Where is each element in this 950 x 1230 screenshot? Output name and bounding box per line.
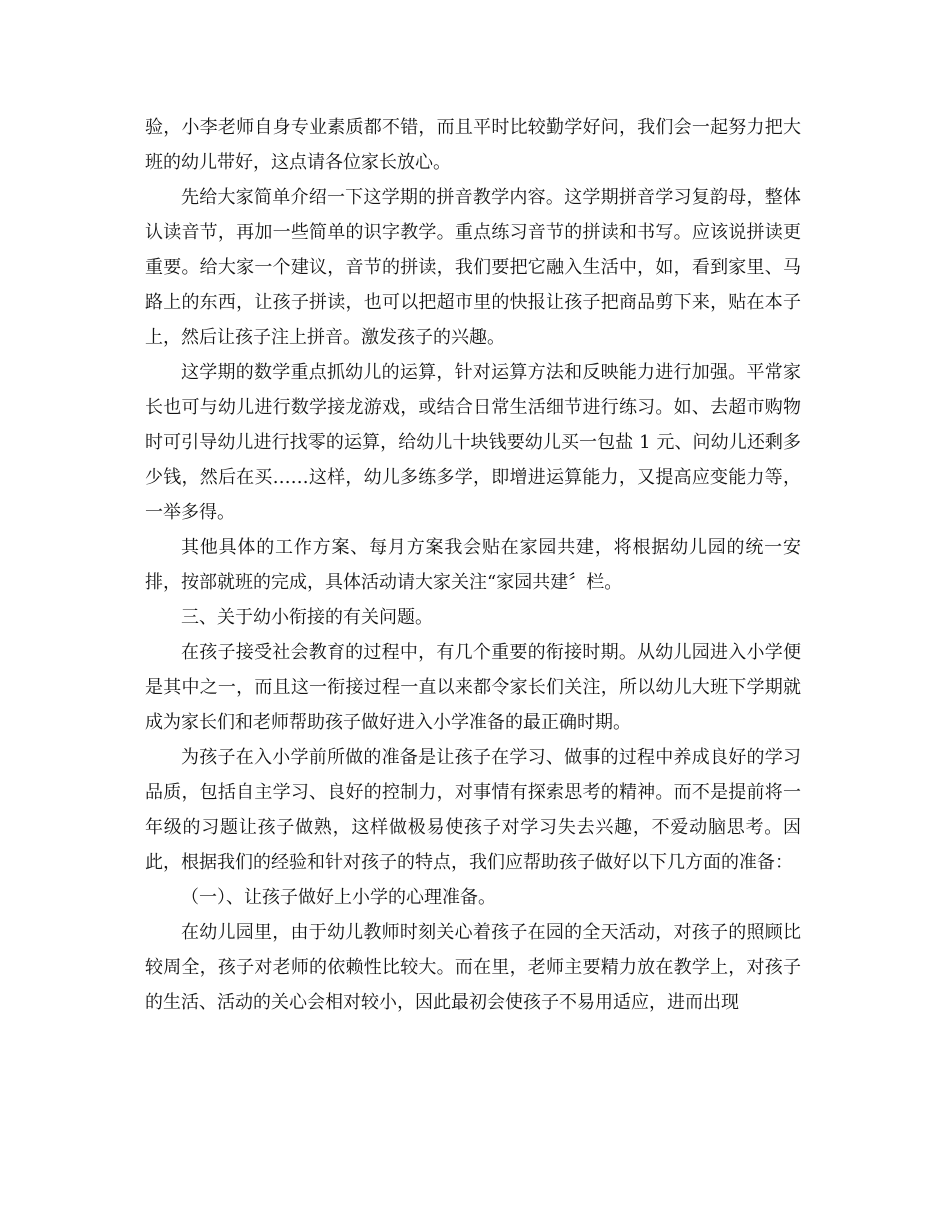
subsection-heading-1: （一）、让孩子做好上小学的心理准备。 <box>181 887 496 908</box>
paragraph-1: 验，小李老师自身专业素质都不错，而且平时比较勤学好问，我们会一起努力把大班的幼儿带好，这点请各位家长放心。 <box>145 117 801 173</box>
document-body <box>145 110 801 1020</box>
paragraph-7: 为孩子在入小学前所做的准备是让孩子在学习、做事的过程中养成良好的学习品质，包括自主学习、良好的控制力，对事情有探索思考的精神。而不是提前将一年级的习题让孩子做熟，这样做极易使孩子对学习失去兴趣，不爱动脑思考。因此，根据我们的经验和针对孩子的特点，我们应帮助孩子做好以下几方面的准备： <box>145 747 801 873</box>
paragraph-4: 其他具体的工作方案、每月方案我会贴在家园共建，将根据幼儿园的统一安排，按部就班的完成，具体活动请大家关注“家园共建〞栏。 <box>145 537 801 593</box>
paragraph-3: 这学期的数学重点抓幼儿的运算，针对运算方法和反映能力进行加强。平常家长也可与幼儿进行数学接龙游戏，或结合日常生活细节进行练习。如、去超市购物时可引导幼儿进行找零的运算，给幼儿十块钱要幼儿买一包盐 1 元、问幼儿还剩多少钱，然后在买……这样，幼儿多练多学，即增进运算能力，又提高应变能力等，一举多得。 <box>145 362 801 523</box>
paragraph-2: 先给大家简单介绍一下这学期的拼音教学内容。这学期拼音学习复韵母，整体认读音节，再加一些简单的识字教学。重点练习音节的拼读和书写。应该说拼读更重要。给大家一个建议，音节的拼读，我们要把它融入生活中，如，看到家里、马路上的东西，让孩子拼读，也可以把超市里的快报让孩子把商品剪下来，贴在本子上，然后让孩子注上拼音。激发孩子的兴趣。 <box>145 187 801 348</box>
paragraph-6: 在孩子接受社会教育的过程中，有几个重要的衔接时期。从幼儿园进入小学便是其中之一，而且这一衔接过程一直以来都令家长们关注，所以幼儿大班下学期就成为家长们和老师帮助孩子做好进入小学准备的最正确时期。 <box>145 642 801 733</box>
paragraph-9: 在幼儿园里，由于幼儿教师时刻关心着孩子在园的全天活动，对孩子的照顾比较周全，孩子对老师的依赖性比较大。而在里，老师主要精力放在教学上，对孩子的生活、活动的关心会相对较小，因此最初会使孩子不易用适应，进而出现 <box>145 922 801 1013</box>
section-heading-3: 三、关于幼小衔接的有关问题。 <box>181 607 433 628</box>
